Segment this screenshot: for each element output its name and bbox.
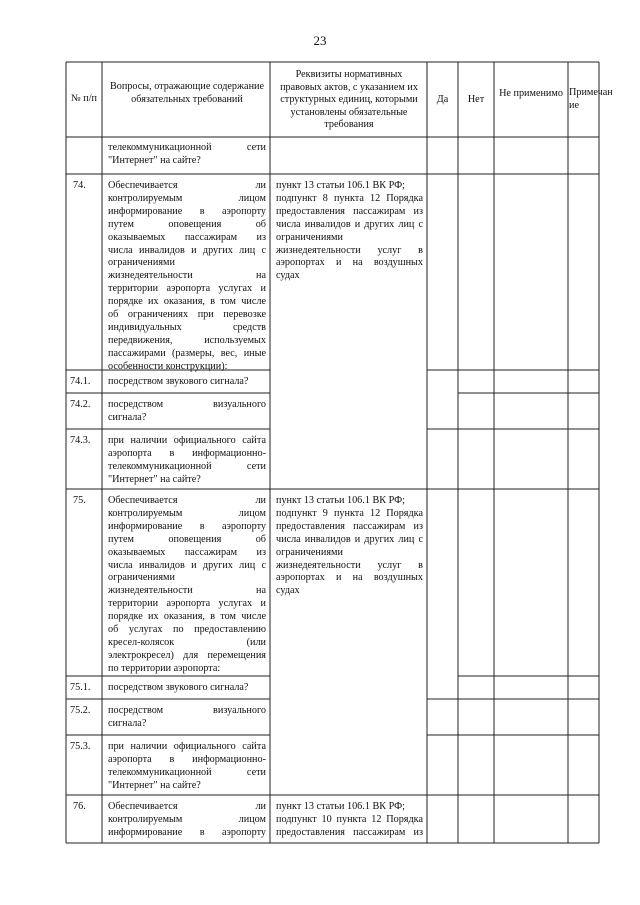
ref-line: аэропортах и на воздушных	[276, 572, 423, 584]
ref-line: ограничениями	[276, 231, 343, 243]
question-line: телекоммуникационной сети	[108, 460, 266, 472]
question-line: об услугах по предоставлению	[108, 624, 266, 636]
question-line: территории аэропорта услугах и	[108, 283, 266, 295]
ref-line: пункт 13 статьи 106.1 ВК РФ;	[276, 180, 405, 191]
row-continuation-question	[108, 142, 266, 168]
question-line: жизнедеятельности на	[108, 270, 266, 282]
question-line: информирование в аэропорту	[108, 520, 266, 532]
question-line: об ограничениях при перевозке	[108, 309, 266, 321]
row-75-3-question	[108, 741, 266, 793]
question-line: "Интернет" на сайте?	[108, 779, 201, 791]
question-line: посредством визуального	[108, 705, 266, 716]
question-line: информирование в аэропорту	[108, 826, 266, 838]
row-76-requisites	[276, 801, 423, 840]
row-74-requisites	[276, 180, 423, 283]
header-note	[569, 87, 613, 112]
header-no: Нет	[467, 94, 485, 105]
ref-line: подпункт 10 пункта 12 Порядка	[276, 813, 423, 825]
question-line: кресел-колясок (или	[108, 636, 266, 648]
question-line: оказываемых пассажирам из	[108, 546, 266, 558]
ref-line: предоставления пассажирам из	[276, 520, 423, 532]
header-num: № п/п	[70, 93, 97, 104]
question-line: посредством звукового сигнала?	[108, 682, 249, 693]
ref-line: числа инвалидов и других лиц с	[276, 218, 423, 230]
row-74-1-question	[108, 376, 266, 389]
header-requisites: Реквизиты нормативных правовых актов, с указанием их структурных единиц, которыми установлены обязательные требования	[280, 69, 418, 131]
question-line: оказываемых пассажирам из	[108, 231, 266, 243]
question-line: "Интернет" на сайте?	[108, 473, 201, 485]
row-75-question	[108, 495, 266, 676]
question-line: передвижения, используемых	[108, 334, 266, 346]
question-line: индивидуальных средств	[108, 321, 266, 333]
question-line: при наличии официального сайта	[108, 741, 266, 752]
ref-line: предоставления пассажирам из	[276, 826, 423, 838]
question-line: пассажирами (размеры, вес, иные	[108, 347, 266, 359]
ref-line: числа инвалидов и других лиц с	[276, 533, 423, 545]
ref-line: аэропортах и на воздушных	[276, 257, 423, 269]
question-line: числа инвалидов и других лиц с	[108, 559, 266, 571]
question-line: посредством визуального	[108, 399, 266, 410]
header-na: Не применимо	[499, 88, 563, 99]
question-line: территории аэропорта услугах и	[108, 598, 266, 610]
question-line: телекоммуникационной сети	[108, 142, 266, 153]
header-note-line2: ие	[569, 99, 579, 111]
ref-line: жизнедеятельности услуг в	[276, 559, 423, 571]
question-line: порядке их оказания, в том числе	[108, 296, 266, 308]
ref-line: ограничениями	[276, 546, 343, 558]
row-num-74-3: 74.3.	[70, 435, 91, 446]
ref-line: предоставления пассажирам из	[276, 205, 423, 217]
question-line: телекоммуникационной сети	[108, 766, 266, 778]
question-line: особенности конструкции):	[108, 360, 228, 372]
page-number: 23	[313, 33, 327, 48]
question-line: Обеспечивается ли	[108, 495, 266, 506]
question-line: контролируемым лицом	[108, 813, 266, 825]
ref-line: пункт 13 статьи 106.1 ВК РФ;	[276, 495, 405, 506]
question-line: сигнала?	[108, 411, 147, 423]
row-75-1-question	[108, 682, 266, 695]
question-line: при наличии официального сайта	[108, 435, 266, 446]
header-questions: Вопросы, отражающие содержание обязательных требований	[109, 81, 265, 105]
question-line: ограничениями	[108, 572, 175, 584]
question-line: аэропорта в информационно-	[108, 753, 266, 765]
question-line: электрокресел) для перемещения	[108, 649, 266, 661]
row-74-2-question	[108, 399, 266, 425]
row-num-74: 74.	[73, 180, 86, 191]
row-num-75-3: 75.3.	[70, 741, 91, 752]
question-line: путем оповещения об	[108, 218, 266, 230]
question-line: аэропорта в информационно-	[108, 447, 266, 459]
row-76-question	[108, 801, 266, 840]
question-line: сигнала?	[108, 717, 147, 729]
question-line: информирование в аэропорту	[108, 205, 266, 217]
row-75-requisites	[276, 495, 423, 598]
row-75-2-question	[108, 705, 266, 731]
question-line: ограничениями	[108, 257, 175, 269]
ref-line: подпункт 8 пункта 12 Порядка	[276, 192, 423, 204]
ref-line: жизнедеятельности услуг в	[276, 244, 423, 256]
question-line: путем оповещения об	[108, 533, 266, 545]
ref-line: пункт 13 статьи 106.1 ВК РФ;	[276, 801, 405, 812]
row-num-76: 76.	[73, 801, 86, 812]
row-num-75-2: 75.2.	[70, 705, 91, 716]
ref-line: подпункт 9 пункта 12 Порядка	[276, 507, 423, 519]
header-yes: Да	[436, 94, 449, 105]
question-line: порядке их оказания, в том числе	[108, 611, 266, 623]
question-line: жизнедеятельности на	[108, 585, 266, 597]
question-line: Обеспечивается ли	[108, 801, 266, 812]
ref-line: судах	[276, 585, 300, 597]
row-74-3-question	[108, 435, 266, 487]
question-line: контролируемым лицом	[108, 192, 266, 204]
question-line: "Интернет" на сайте?	[108, 154, 201, 166]
ref-line: судах	[276, 270, 300, 282]
header-note-line1: Примечан	[569, 87, 613, 98]
row-num-75: 75.	[73, 495, 86, 506]
row-num-75-1: 75.1.	[70, 682, 91, 693]
question-line: посредством звукового сигнала?	[108, 376, 249, 387]
row-num-74-1: 74.1.	[70, 376, 91, 387]
row-74-question	[108, 180, 266, 374]
row-num-74-2: 74.2.	[70, 399, 91, 410]
question-line: контролируемым лицом	[108, 507, 266, 519]
question-line: по территории аэропорта:	[108, 662, 221, 674]
question-line: Обеспечивается ли	[108, 180, 266, 191]
question-line: числа инвалидов и других лиц с	[108, 244, 266, 256]
